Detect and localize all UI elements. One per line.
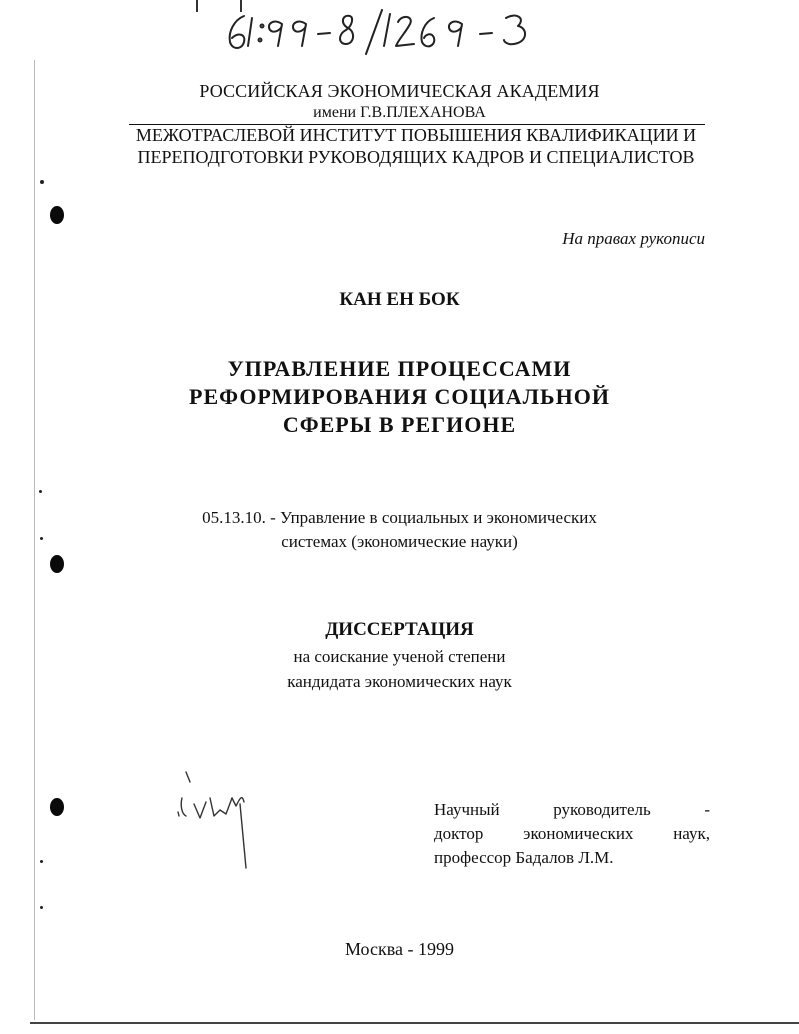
signature bbox=[170, 768, 270, 878]
punch-hole-mark bbox=[50, 555, 64, 573]
scan-speck bbox=[39, 490, 42, 493]
supervisor-block bbox=[434, 798, 710, 870]
supervisor-role bbox=[434, 798, 710, 822]
supervisor-degree-word: экономических bbox=[523, 824, 634, 843]
work-type: ДИССЕРТАЦИЯ bbox=[325, 619, 474, 640]
city-year: Москва - 1999 bbox=[345, 939, 454, 959]
scan-speck bbox=[40, 860, 43, 863]
specialty-line: системах (экономические науки) bbox=[281, 532, 518, 551]
archive-code-handwriting bbox=[222, 2, 562, 60]
institute-heading bbox=[96, 124, 736, 168]
punch-hole-mark bbox=[50, 206, 64, 224]
institute-line: МЕЖОТРАСЛЕВОЙ ИНСТИТУТ ПОВЫШЕНИЯ КВАЛИФИКАЦИИ И bbox=[135, 125, 697, 145]
academy-heading: РОССИЙСКАЯ ЭКОНОМИЧЕСКАЯ АКАДЕМИЯ bbox=[199, 81, 600, 101]
supervisor-degree-word: доктор bbox=[434, 824, 484, 843]
supervisor-name: профессор Бадалов Л.М. bbox=[434, 848, 614, 867]
author-name: КАН ЕН БОК bbox=[339, 289, 460, 310]
academy-name: имени Г.В.ПЛЕХАНОВА bbox=[313, 104, 486, 121]
bottom-edge-line bbox=[30, 1022, 799, 1024]
dissertation-title bbox=[0, 355, 799, 439]
supervisor-degree bbox=[434, 822, 710, 846]
title-line: УПРАВЛЕНИЕ ПРОЦЕССАМИ bbox=[227, 356, 572, 381]
degree-line: кандидата экономических наук bbox=[287, 672, 512, 691]
supervisor-role-word: руководитель bbox=[553, 800, 651, 819]
handwritten-signature-icon bbox=[170, 768, 270, 878]
degree-line: на соискание ученой степени bbox=[293, 647, 506, 666]
scan-speck bbox=[40, 180, 44, 184]
scan-mark bbox=[196, 0, 198, 12]
manuscript-note: На правах рукописи bbox=[562, 229, 705, 248]
scan-speck bbox=[40, 906, 43, 909]
handwritten-archive-code-icon bbox=[222, 2, 562, 60]
supervisor-degree-word: наук, bbox=[673, 824, 710, 843]
supervisor-role-word: Научный bbox=[434, 800, 500, 819]
specialty-block bbox=[0, 506, 799, 554]
institute-line: ПЕРЕПОДГОТОВКИ РУКОВОДЯЩИХ КАДРОВ И СПЕЦИАЛИСТОВ bbox=[137, 147, 695, 167]
title-line: РЕФОРМИРОВАНИЯ СОЦИАЛЬНОЙ bbox=[189, 384, 610, 409]
specialty-line: 05.13.10. - Управление в социальных и экономических bbox=[202, 508, 597, 527]
degree-block bbox=[0, 644, 799, 694]
punch-hole-mark bbox=[50, 798, 64, 816]
title-line: СФЕРЫ В РЕГИОНЕ bbox=[282, 412, 517, 437]
supervisor-role-dash: - bbox=[704, 800, 710, 819]
